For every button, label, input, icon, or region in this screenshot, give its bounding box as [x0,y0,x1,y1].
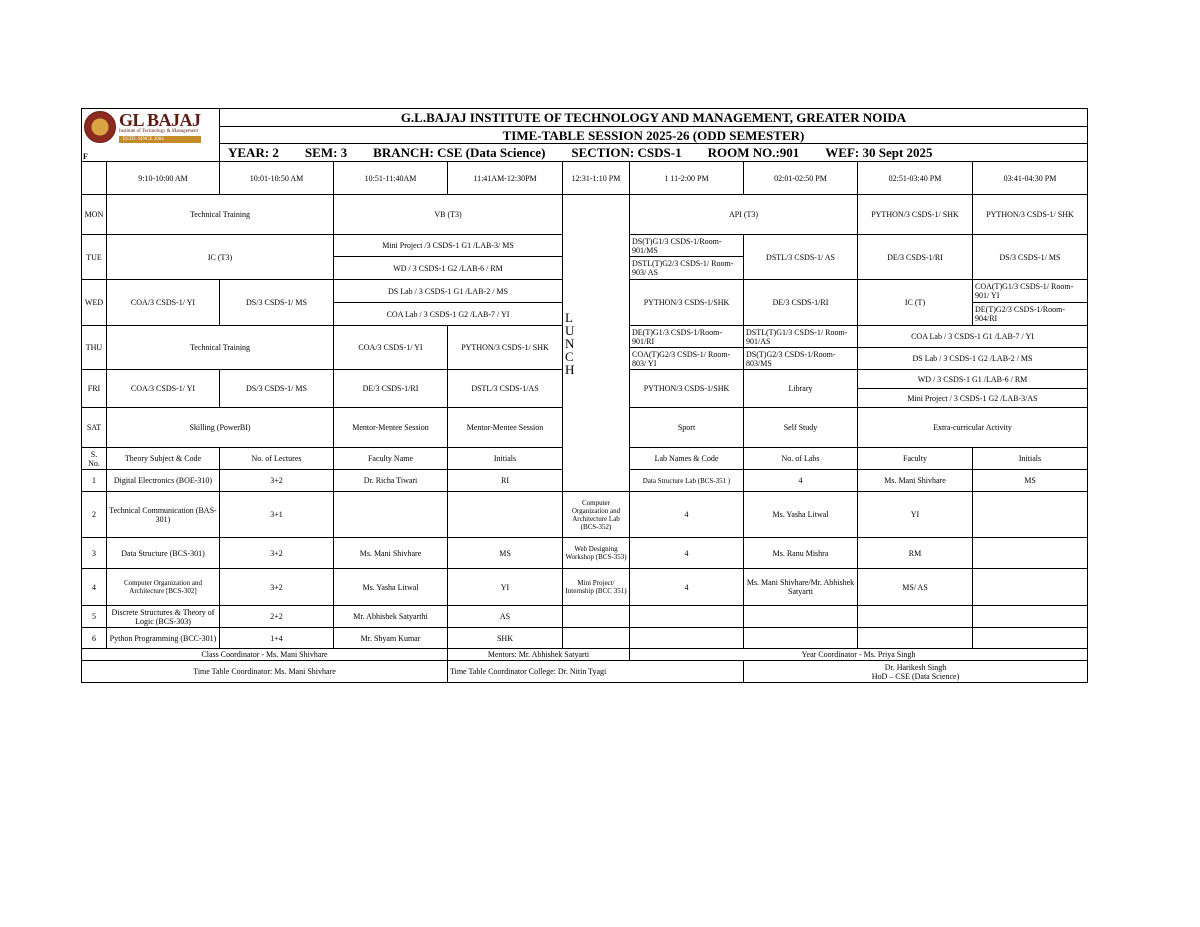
class-cell: DS/3 CSDS-1/ MS [220,370,334,408]
sno: 6 [82,628,107,649]
class-cell: DE/3 CSDS-1/RI [744,280,858,326]
class-cell: COA/3 CSDS-1/ YI [107,280,220,326]
sno: 5 [82,606,107,628]
lab-count: 4 [744,470,858,492]
slot: 9:10-10:00 AM [107,162,220,195]
lunch-letter: U [565,322,575,338]
lab-name: Data Structure Lab (BCS-351 ) [630,470,744,492]
lunch-letter: C [565,348,574,364]
sno: 3 [82,538,107,569]
subject: Technical Communication (BAS-301) [107,492,220,538]
class-coordinator: Class Coordinator - Ms. Mani Shivhare [82,649,448,661]
subject: Data Structure (BCS-301) [107,538,220,569]
class-cell: DE(T)G1/3 CSDS-1/Room-901/RI [630,326,744,348]
lectures: 3+2 [220,470,334,492]
class-cell: Technical Training [107,326,334,370]
day-label: MON [82,195,107,235]
faculty: Dr. Richa Tiwari [334,470,448,492]
lunch-letter: H [565,361,575,377]
col-header: Faculty Name [334,448,448,470]
initials: AS [448,606,563,628]
lab-count [630,628,744,649]
logo-bar: ESTD. SINCE 2004 [119,136,201,143]
lab-faculty [744,628,858,649]
lab-faculty: Ms. Yasha Litwal [744,492,858,538]
class-cell: VB (T3) [334,195,563,235]
logo-tagline: Institute of Technology & Management [119,129,198,134]
class-cell: COA(T)G1/3 CSDS-1/ Room-901/ YI [973,280,1088,303]
lab-name: Mini Project/ Internship (BCC 351) [563,569,630,606]
class-info [220,144,1088,162]
subject: Python Programming (BCC-301) [107,628,220,649]
year: YEAR: 2 [228,145,279,160]
sno: 1 [82,470,107,492]
subject: Computer Organization and Architecture [BCS-302] [107,569,220,606]
col-header: Initials [448,448,563,470]
faculty: Mr. Shyam Kumar [334,628,448,649]
lab-name [563,628,630,649]
lunch-letter: N [565,335,575,351]
blank-cell [973,492,1088,538]
class-cell: Technical Training [107,195,334,235]
class-cell: DS(T)G2/3 CSDS-1/Room-803/MS [744,348,858,370]
tt-coordinator: Time Table Coordinator: Ms. Mani Shivhare [82,661,448,683]
hod-title: HoD – CSE (Data Science) [871,671,960,681]
tt-coordinator-college: Time Table Coordinator College: Dr. Nitin Tyagi [448,661,744,683]
subject: Discrete Structures & Theory of Logic (BCS-303) [107,606,220,628]
class-cell: API (T3) [630,195,858,235]
hod-cell [744,661,1088,683]
day-label: SAT [82,408,107,448]
branch: BRANCH: CSE (Data Science) [373,145,546,160]
class-cell: DS Lab / 3 CSDS-1 G2 /LAB-2 / MS [858,348,1088,370]
lectures: 3+1 [220,492,334,538]
coordinator-row [82,649,1088,661]
timetable [81,108,1088,683]
sno: 2 [82,492,107,538]
class-cell: PYTHON/3 CSDS-1/ SHK [973,195,1088,235]
class-cell: Mini Project / 3 CSDS-1 G2 /LAB-3/AS [858,389,1088,408]
slot: 11:41AM-12:30PM [448,162,563,195]
subject-row [82,538,1088,569]
class-cell: DE/3 CSDS-1/RI [858,235,973,280]
class-cell: DE/3 CSDS-1/RI [334,370,448,408]
slot: 10:51-11:40AM [334,162,448,195]
lectures: 3+2 [220,538,334,569]
lectures: 1+4 [220,628,334,649]
blank-cell [973,538,1088,569]
class-cell: PYTHON/3 CSDS-1/SHK [630,280,744,326]
class-cell: WD / 3 CSDS-1 G2 /LAB-6 / RM [334,257,563,280]
slot-header-row [82,162,1088,195]
faculty: Ms. Yasha Litwal [334,569,448,606]
class-cell: Library [744,370,858,408]
class-cell: DSTL(T)G2/3 CSDS-1/ Room-903/ AS [630,257,744,280]
faculty: Ms. Mani Shivhare [334,538,448,569]
class-cell: PYTHON/3 CSDS-1/ SHK [448,326,563,370]
lab-faculty: Ms. Mani Shivhare/Mr. Abhishek Satyarti [744,569,858,606]
class-cell: Skilling (PowerBI) [107,408,334,448]
slot-corner [82,162,107,195]
class-cell: IC (T) [858,280,973,326]
subject-row [82,569,1088,606]
college-seal-icon [84,111,116,143]
class-cell: DS Lab / 3 CSDS-1 G1 /LAB-2 / MS [334,280,563,303]
lab-count: 4 [630,492,744,538]
col-header: Theory Subject & Code [107,448,220,470]
session-title: TIME-TABLE SESSION 2025-26 (ODD SEMESTER) [220,127,1088,144]
class-cell: Mentor-Mentee Session [334,408,448,448]
class-cell: WD / 3 CSDS-1 G1 /LAB-6 / RM [858,370,1088,389]
class-cell: Mini Project /3 CSDS-1 G1 /LAB-3/ MS [334,235,563,257]
day-label: FRI [82,370,107,408]
logo-brand: GL BAJAJ [119,110,201,130]
lunch-letter: L [565,309,573,325]
initials: SHK [448,628,563,649]
section: SECTION: CSDS-1 [571,145,682,160]
lab-initials: MS/ AS [858,569,973,606]
lab-count: 4 [630,569,744,606]
lab-faculty: Ms. Ranu Mishra [744,538,858,569]
hod-name: Dr. Harikesh Singh [884,662,947,672]
col-header: No. of Labs [744,448,858,470]
year-coordinator: Year Coordinator - Ms. Priya Singh [630,649,1088,661]
slot: 1 11-2:00 PM [630,162,744,195]
col-header: Lab Names & Code [630,448,744,470]
day-label: THU [82,326,107,370]
col-header: No. of Lectures [220,448,334,470]
blank-cell [973,628,1088,649]
class-cell: DE(T)G2/3 CSDS-1/Room-904/RI [973,303,1088,326]
faculty: Mr. Abhishek Satyarthi [334,606,448,628]
subject-row [82,606,1088,628]
initials: MS [448,538,563,569]
lab-name: Web Designing Workshop (BCS-353) [563,538,630,569]
lectures: 3+2 [220,569,334,606]
faculty [334,492,448,538]
class-cell: Extra-curricular Activity [858,408,1088,448]
class-cell: Sport [630,408,744,448]
lab-name [563,606,630,628]
initials: RI [448,470,563,492]
class-cell: PYTHON/3 CSDS-1/ SHK [858,195,973,235]
lab-initials [858,628,973,649]
logo-cell [82,109,220,162]
wef: WEF: 30 Sept 2025 [825,145,933,160]
day-label: TUE [82,235,107,280]
col-header: S. No. [82,448,107,470]
lab-initials [858,606,973,628]
slot: 10:01-10:50 AM [220,162,334,195]
lab-initials: RM [858,538,973,569]
class-cell: PYTHON/3 CSDS-1/SHK [630,370,744,408]
lab-faculty [744,606,858,628]
class-cell: DS/3 CSDS-1/ MS [973,235,1088,280]
class-cell: COA(T)G2/3 CSDS-1/ Room-803/ YI [630,348,744,370]
class-cell: COA/3 CSDS-1/ YI [107,370,220,408]
subject-row [82,492,1088,538]
subject: Digital Electronics (BOE-310) [107,470,220,492]
lab-faculty: Ms. Mani Shivhare [858,470,973,492]
class-cell: DSTL/3 CSDS-1/AS [448,370,563,408]
mentors: Mentors: Mr. Abhishek Satyarti [448,649,630,661]
class-cell: DS(T)G1/3 CSDS-1/Room-901/MS [630,235,744,257]
day-label: WED [82,280,107,326]
subject-row [82,628,1088,649]
sem: SEM: 3 [304,145,348,160]
blank-cell [973,606,1088,628]
signature-row [82,661,1088,683]
sno: 4 [82,569,107,606]
class-cell: DSTL(T)G1/3 CSDS-1/ Room-901/AS [744,326,858,348]
class-cell: COA Lab / 3 CSDS-1 G2 /LAB-7 / YI [334,303,563,326]
class-cell: Mentor-Mentee Session [448,408,563,448]
col-header: Initials [973,448,1088,470]
lab-initials: MS [973,470,1088,492]
slot: 02:51-03:40 PM [858,162,973,195]
class-cell: Self Study [744,408,858,448]
initials [448,492,563,538]
blank-cell [973,569,1088,606]
room: ROOM NO.:901 [707,145,800,160]
lab-initials: YI [858,492,973,538]
slot: 02:01-02:50 PM [744,162,858,195]
initials: YI [448,569,563,606]
lunch-column [563,195,630,492]
institute-name: G.L.BAJAJ INSTITUTE OF TECHNOLOGY AND MANAGEMENT, GREATER NOIDA [220,109,1088,127]
class-cell: COA Lab / 3 CSDS-1 G1 /LAB-7 / YI [858,326,1088,348]
class-cell: COA/3 CSDS-1/ YI [334,326,448,370]
slot: 03:41-04:30 PM [973,162,1088,195]
lab-count [630,606,744,628]
class-cell: DS/3 CSDS-1/ MS [220,280,334,326]
class-cell: DSTL/3 CSDS-1/ AS [744,235,858,280]
class-cell: IC (T3) [107,235,334,280]
day-row-mon [82,195,1088,235]
slot: 12:31-1:10 PM [563,162,630,195]
lab-count: 4 [630,538,744,569]
timetable-sheet [81,108,1087,683]
corner-mark: F [83,152,88,161]
lectures: 2+2 [220,606,334,628]
col-header: Faculty [858,448,973,470]
lab-name: Computer Organization and Architecture Lab (BCS-352) [563,492,630,538]
